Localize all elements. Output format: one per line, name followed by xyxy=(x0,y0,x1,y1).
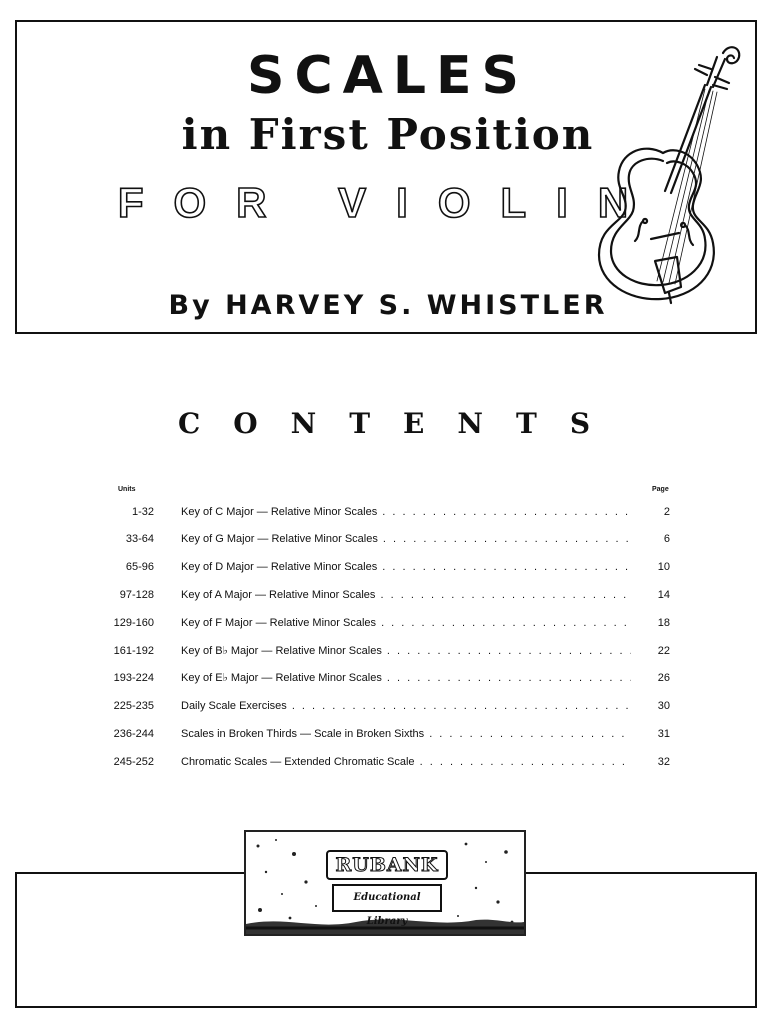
toc-row xyxy=(0,641,768,661)
toc-units: 33-64 xyxy=(125,533,154,545)
title-for-violin: FOR VIOLIN xyxy=(117,179,659,226)
toc-units: 161-192 xyxy=(113,645,154,657)
toc-units: 129-160 xyxy=(113,617,154,629)
toc-title: Daily Scale Exercises . . . xyxy=(181,696,631,716)
rubank-logo xyxy=(244,830,526,936)
toc-row xyxy=(0,557,768,577)
toc-page: 22 xyxy=(657,645,670,657)
toc-page: 2 xyxy=(663,506,670,518)
toc-page: 18 xyxy=(657,617,670,629)
page-column-header: Page xyxy=(652,486,669,493)
toc-title: Key of F Major — Relative Minor Scales . . . xyxy=(181,613,631,633)
toc-title: Key of D Major — Relative Minor Scales . . . xyxy=(181,557,631,577)
toc-title: Chromatic Scales — Extended Chromatic Scale . . . xyxy=(181,752,631,772)
toc-page: 6 xyxy=(663,533,670,545)
toc-row xyxy=(0,696,768,716)
toc-row xyxy=(0,752,768,772)
toc-units: 1-32 xyxy=(131,506,154,518)
title-scales: SCALES xyxy=(247,46,529,106)
toc-units: 245-252 xyxy=(113,756,154,768)
toc-row xyxy=(0,529,768,549)
toc-row xyxy=(0,724,768,744)
author-line: By HARVEY S. WHISTLER xyxy=(168,290,608,321)
toc-title: Key of A Major — Relative Minor Scales . . . xyxy=(181,585,631,605)
toc-page: 31 xyxy=(657,728,670,740)
toc-title: Key of C Major — Relative Minor Scales . . . xyxy=(181,502,631,522)
logo-brand-text: RUBANK xyxy=(326,850,448,880)
logo-tagline: Educational Library xyxy=(332,884,442,912)
toc-title: Key of G Major — Relative Minor Scales . . . xyxy=(181,529,631,549)
toc-row xyxy=(0,613,768,633)
toc-title: Key of E♭ Major — Relative Minor Scales . . . xyxy=(181,668,631,688)
toc-page: 32 xyxy=(657,756,670,768)
toc-page: 26 xyxy=(657,672,670,684)
units-column-header: Units xyxy=(118,486,136,493)
toc-page: 10 xyxy=(657,561,670,573)
toc-title: Scales in Broken Thirds — Scale in Broken Sixths . . . xyxy=(181,724,631,744)
violin-icon xyxy=(585,25,745,315)
contents-heading: CONTENTS xyxy=(177,407,624,440)
toc-page: 30 xyxy=(657,700,670,712)
toc-units: 97-128 xyxy=(119,589,154,601)
toc-row xyxy=(0,668,768,688)
toc-units: 225-235 xyxy=(113,700,154,712)
toc-units: 236-244 xyxy=(113,728,154,740)
toc-row xyxy=(0,502,768,522)
toc-units: 65-96 xyxy=(125,561,154,573)
title-first-position: in First Position xyxy=(181,110,595,159)
toc-row xyxy=(0,585,768,605)
toc-page: 14 xyxy=(657,589,670,601)
toc-title: Key of B♭ Major — Relative Minor Scales . . . xyxy=(181,641,631,661)
toc-units: 193-224 xyxy=(113,672,154,684)
